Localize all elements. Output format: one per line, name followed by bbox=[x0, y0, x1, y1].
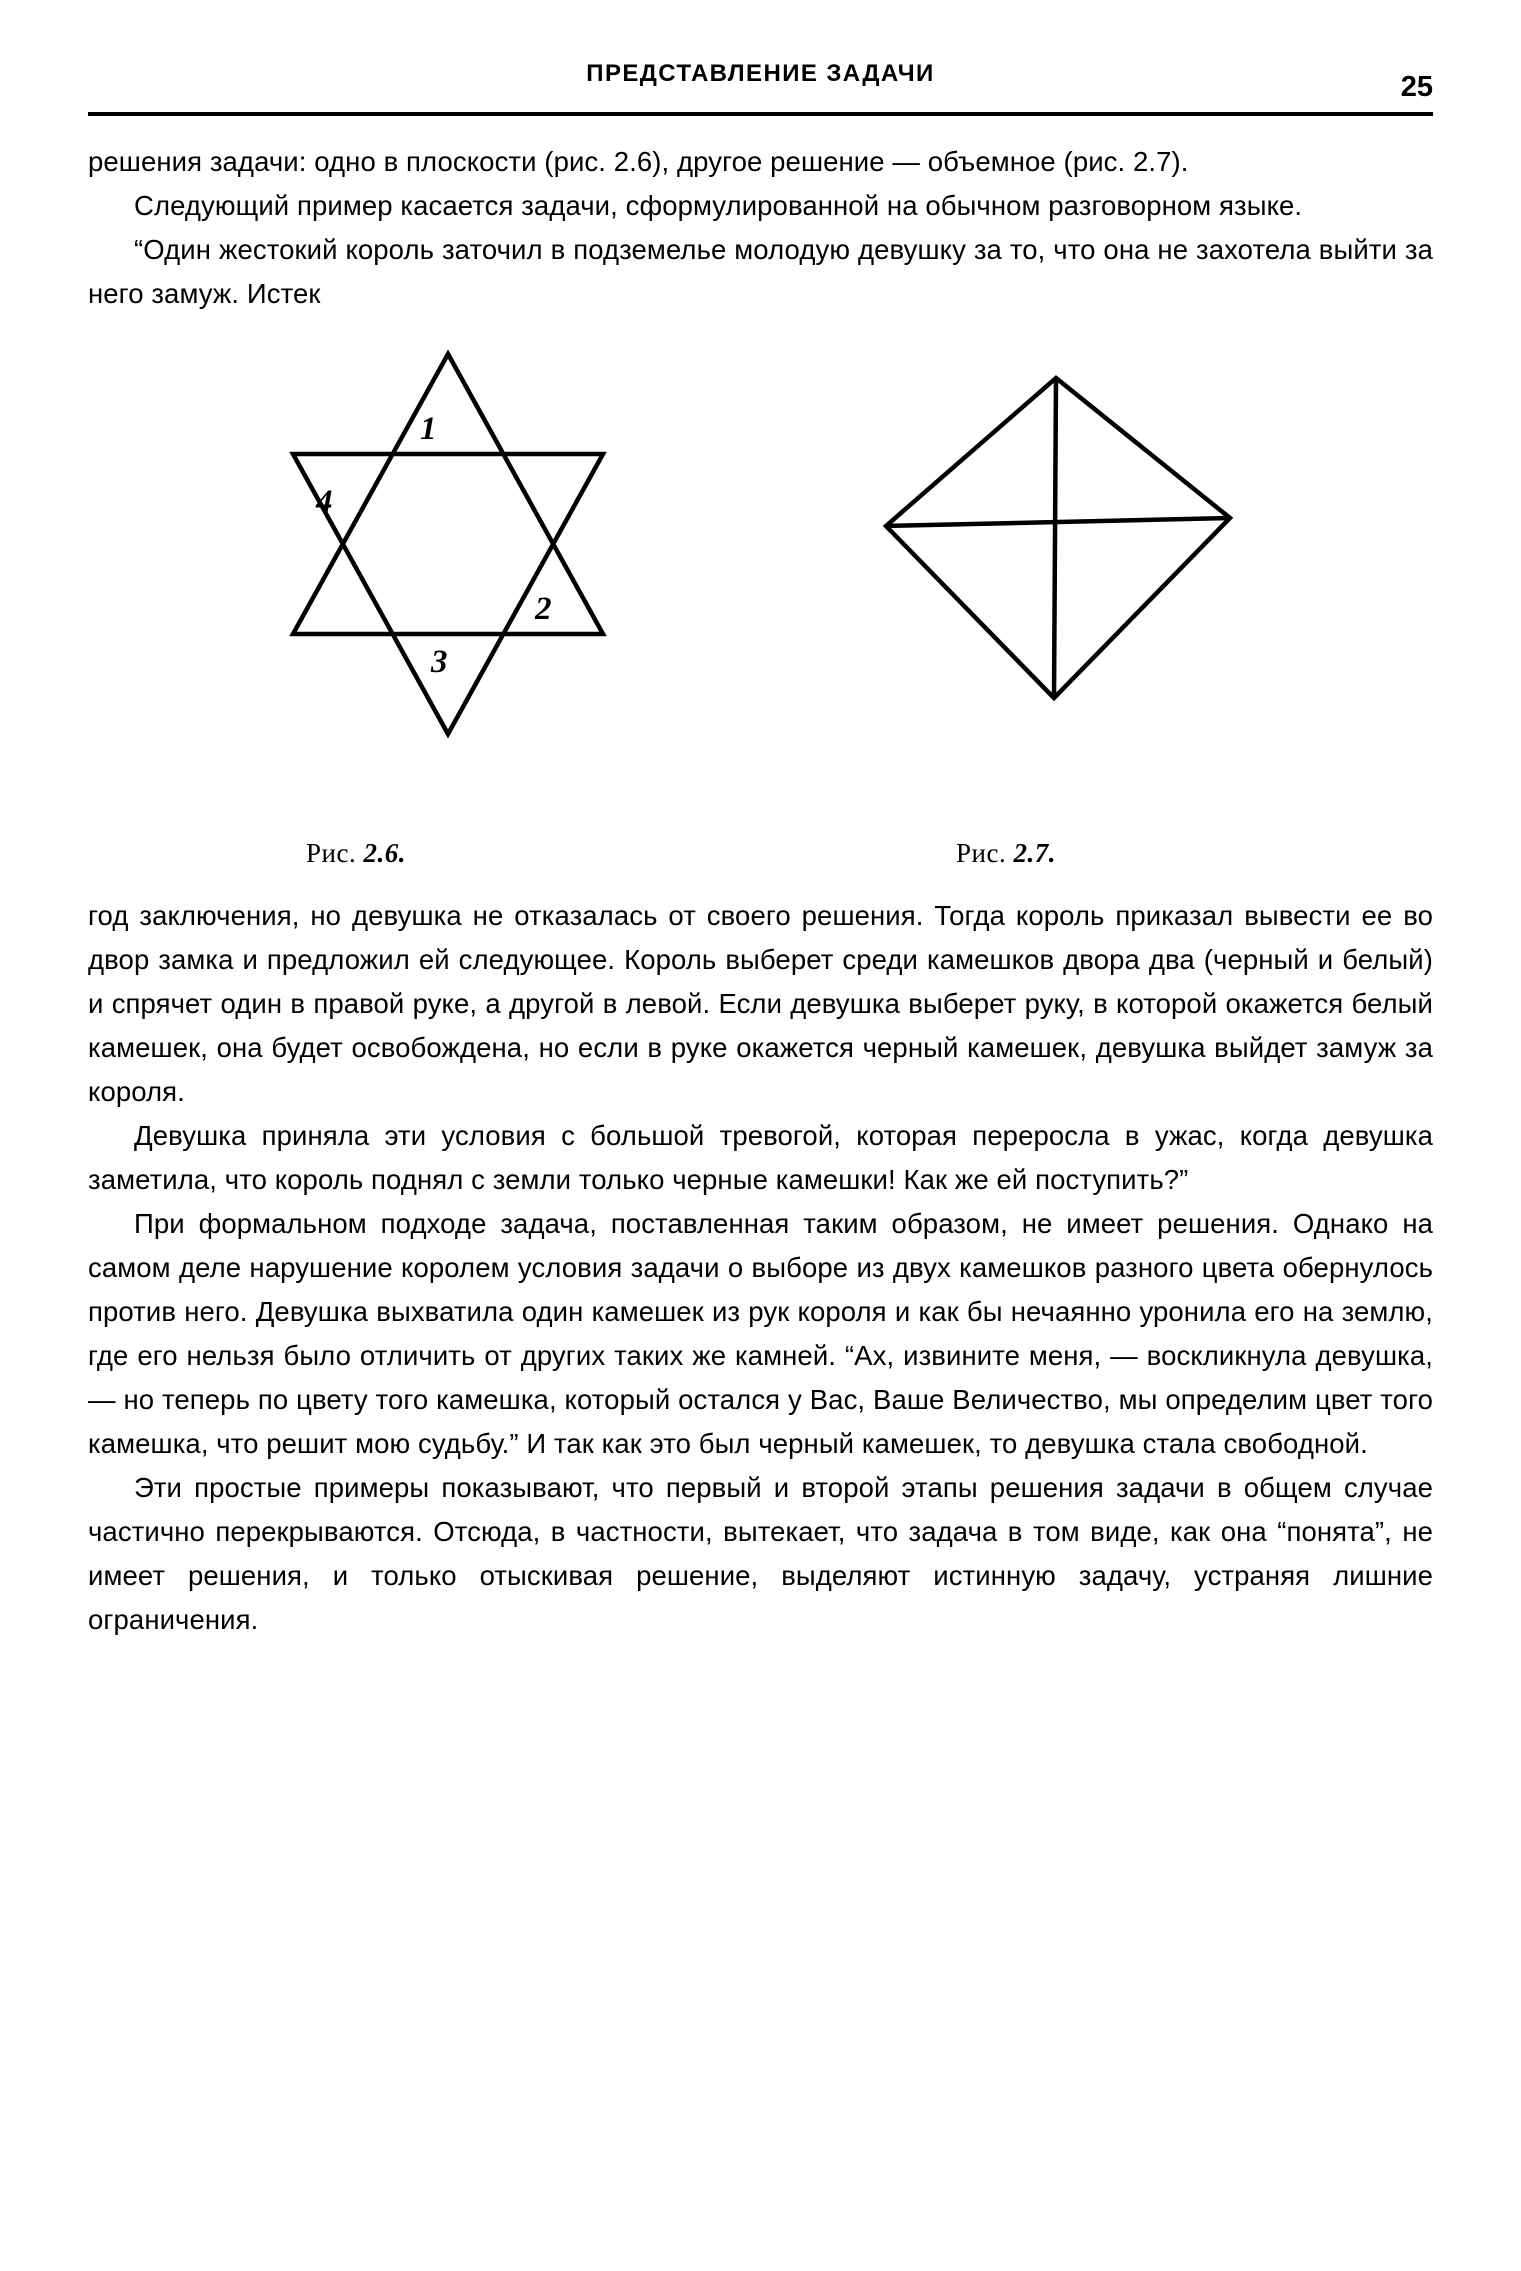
paragraph: Следующий пример касается задачи, сформулированной на обычном разговорном языке. bbox=[134, 190, 1303, 221]
octahedron-figure bbox=[878, 368, 1238, 773]
figure-caption-2-7 bbox=[956, 838, 1056, 869]
hexagram-figure bbox=[238, 334, 658, 819]
paragraph: Девушка приняла эти условия с большой тревогой, которая переросла в ужас, когда девушка заметила, что король поднял с земли только черные камешки! Как же ей поступить?” bbox=[88, 1120, 1433, 1195]
caption-prefix: Рис. bbox=[956, 838, 1007, 868]
figure-caption-2-6 bbox=[306, 838, 406, 869]
paragraph: Эти простые примеры показывают, что первый и второй этапы решения задачи в общем случае частично перекрываются. Отсюда, в частности, вытекает, что задача в том виде, как она “понята”, не имеет решения, и только отыскивая решение, выделяют истинную задачу, устраняя лишние ограничения. bbox=[88, 1472, 1433, 1635]
caption-number: 2.6. bbox=[363, 838, 406, 868]
triangle-up bbox=[293, 354, 603, 634]
triangle-down bbox=[293, 454, 603, 734]
page-number: 25 bbox=[1400, 71, 1433, 103]
paragraph: При формальном подходе задача, поставленная таким образом, не имеет решения. Однако на самом деле нарушение королем условия задачи о выборе из двух камешков разного цвета обернулось против него. Девушка выхватила один камешек из рук короля и как бы нечаянно уронила его на землю, где его нельзя было отличить от других таких же камней. “Ах, извините меня, — воскликнула девушка, — но теперь по цвету того камешка, который остался у Вас, Ваше Величество, мы определим цвет того камешка, что решит мою судьбу.” И так как это был черный камешек, то девушка стала свободной. bbox=[88, 1208, 1433, 1459]
header-rule bbox=[88, 112, 1433, 116]
rhombus-outline bbox=[886, 378, 1230, 698]
horizontal-diagonal bbox=[886, 518, 1230, 526]
page-header bbox=[88, 60, 1433, 106]
vertical-diagonal bbox=[1054, 378, 1056, 698]
running-head: ПРЕДСТАВЛЕНИЕ ЗАДАЧИ bbox=[586, 60, 935, 87]
page-content bbox=[88, 60, 1433, 1642]
hexagram-svg bbox=[238, 334, 658, 814]
body-text-top bbox=[88, 140, 1433, 316]
paragraph: “Один жестокий король заточил в подземелье молодую девушку за то, что она не захотела выйти за него замуж. Истек bbox=[88, 234, 1433, 309]
figure-block bbox=[88, 326, 1433, 886]
paragraph: решения задачи: одно в плоскости (рис. 2.6), другое решение — объемное (рис. 2.7). bbox=[88, 146, 1189, 177]
body-text-bottom bbox=[88, 894, 1433, 1642]
label-2: 2 bbox=[535, 591, 552, 627]
label-4: 4 bbox=[316, 484, 333, 520]
caption-number: 2.7. bbox=[1013, 838, 1056, 868]
paragraph: год заключения, но девушка не отказалась от своего решения. Тогда король приказал вывести ее во двор замка и предложил ей следующее. Король выберет среди камешков двора два (черный и белый) и спрячет один в правой руке, а другой в левой. Если девушка выберет руку, в которой окажется белый камешек, она будет освобождена, но если в руке окажется черный камешек, девушка выйдет замуж за короля. bbox=[88, 900, 1433, 1107]
octahedron-svg bbox=[878, 368, 1238, 768]
label-3: 3 bbox=[431, 644, 448, 680]
caption-prefix: Рис. bbox=[306, 838, 357, 868]
label-1: 1 bbox=[420, 411, 437, 447]
